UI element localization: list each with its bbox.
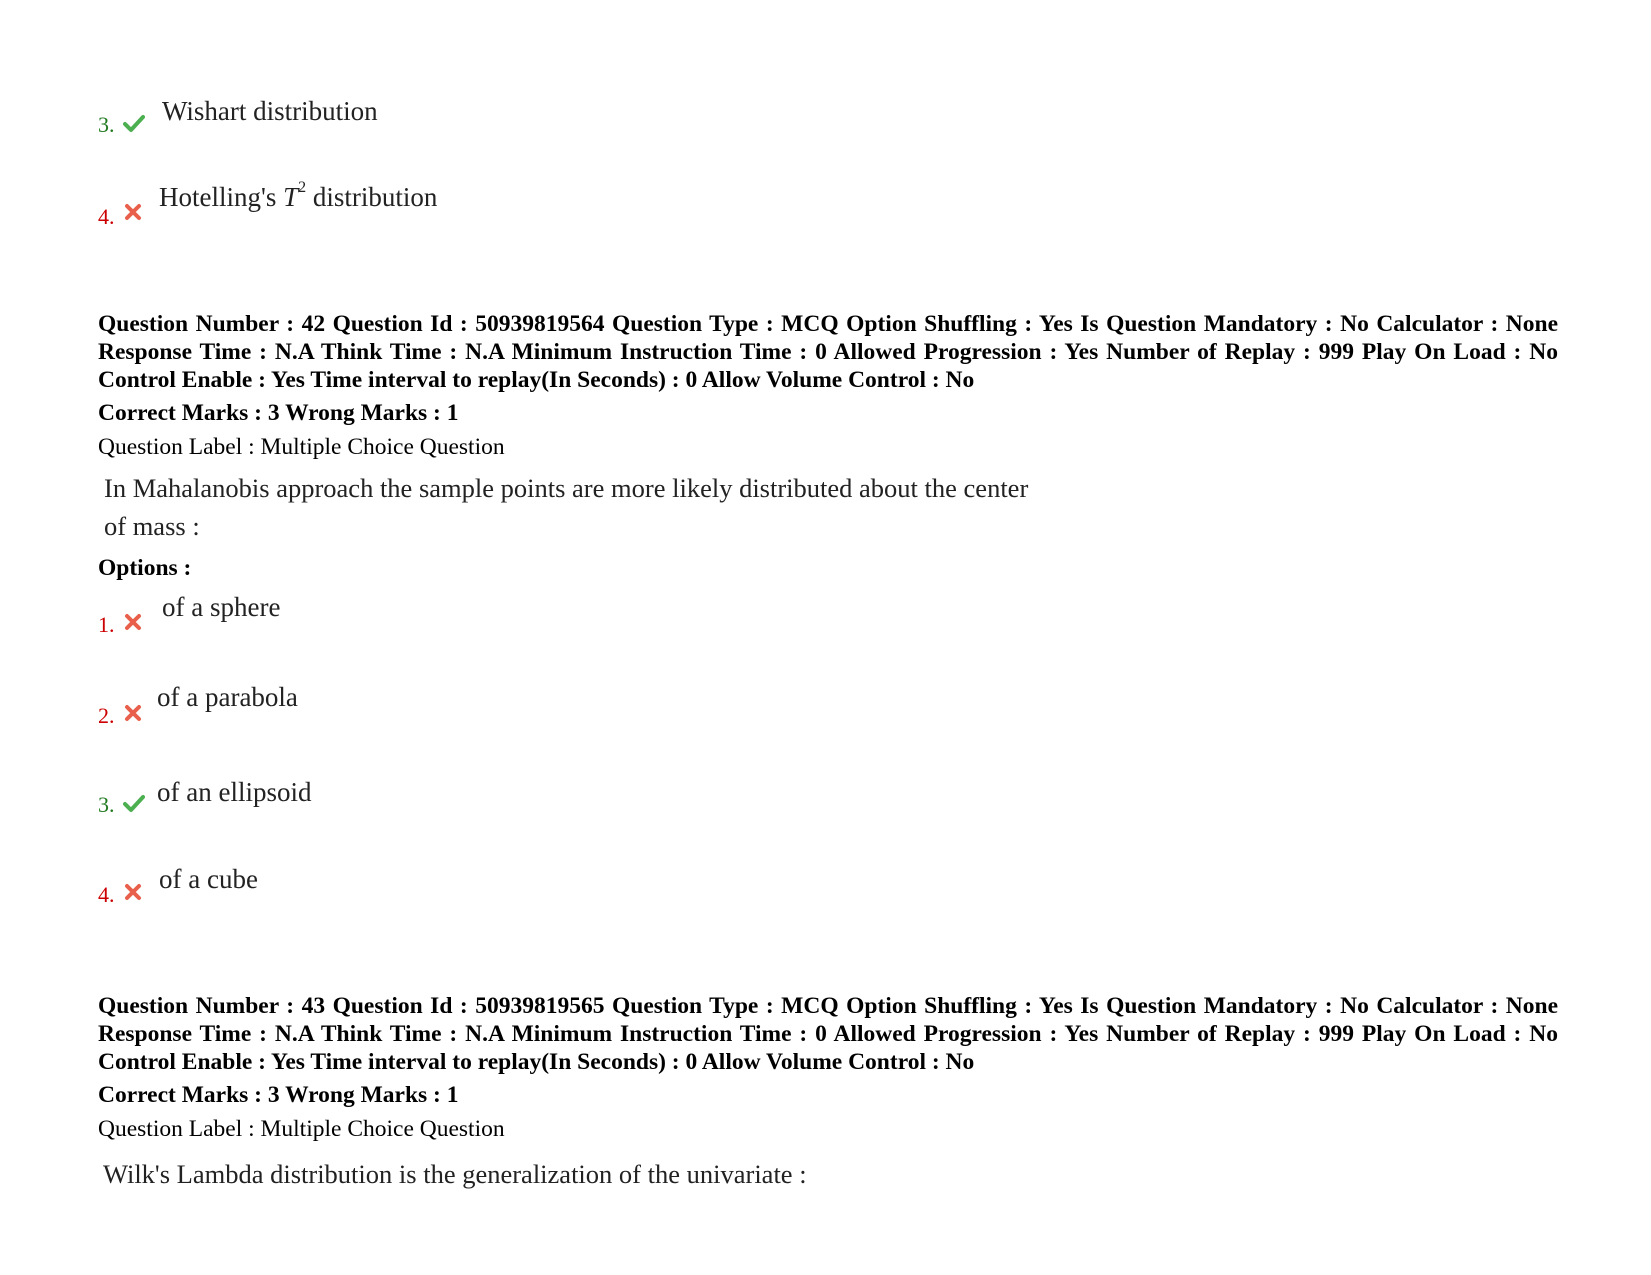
option-number: 4. — [98, 882, 115, 907]
question-text-line: of mass : — [104, 511, 200, 541]
option-number: 2. — [98, 703, 115, 728]
option-number: 1. — [98, 612, 115, 637]
option-row — [98, 703, 115, 729]
option-text-after: distribution — [306, 182, 438, 212]
option-number: 4. — [98, 204, 115, 229]
option-row — [98, 112, 115, 138]
check-icon — [123, 792, 145, 814]
option-row — [98, 882, 115, 908]
option-text: of a sphere — [162, 592, 281, 622]
option-text-before: Hotelling's — [159, 182, 284, 212]
options-title: Options : — [98, 555, 192, 581]
math-superscript: 2 — [298, 179, 307, 196]
option-text: of an ellipsoid — [157, 777, 312, 807]
cross-icon — [124, 883, 142, 901]
option-text: of a cube — [159, 864, 258, 894]
option-text: Wishart distribution — [162, 96, 378, 126]
option-row — [98, 204, 115, 230]
check-icon — [123, 112, 145, 134]
cross-icon — [124, 613, 142, 631]
question-meta: Question Number : 43 Question Id : 50939819565 Question Type : MCQ Option Shuffling : Yes Is Question Mandatory : No Calculator : None Response Time : N.A Think Time : N.A Minimum Instruction Time : 0 Allowed Progression : Yes Number of Replay : 999 Play On Load : No Control Enable : Yes Time interval to replay(In Seconds) : 0 Allow Volume Control : No — [98, 993, 1558, 1075]
option-number: 3. — [98, 112, 115, 137]
question-text — [104, 469, 1124, 545]
option-row — [98, 612, 115, 638]
cross-icon — [124, 704, 142, 722]
question-marks: Correct Marks : 3 Wrong Marks : 1 — [98, 1082, 459, 1108]
question-text-line: In Mahalanobis approach the sample points are more likely distributed about the center — [104, 473, 1029, 503]
question-meta: Question Number : 42 Question Id : 50939819564 Question Type : MCQ Option Shuffling : Yes Is Question Mandatory : No Calculator : None Response Time : N.A Think Time : N.A Minimum Instruction Time : 0 Allowed Progression : Yes Number of Replay : 999 Play On Load : No Control Enable : Yes Time interval to replay(In Seconds) : 0 Allow Volume Control : No — [98, 311, 1558, 393]
option-row — [98, 792, 115, 818]
option-number: 3. — [98, 792, 115, 817]
math-variable: T — [283, 182, 299, 212]
option-text — [159, 179, 438, 213]
question-text: Wilk's Lambda distribution is the generalization of the univariate : — [103, 1159, 807, 1189]
option-text: of a parabola — [157, 682, 298, 712]
question-label: Question Label : Multiple Choice Question — [98, 1116, 505, 1142]
question-marks: Correct Marks : 3 Wrong Marks : 1 — [98, 400, 459, 426]
cross-icon — [124, 203, 142, 221]
question-label: Question Label : Multiple Choice Question — [98, 434, 505, 460]
